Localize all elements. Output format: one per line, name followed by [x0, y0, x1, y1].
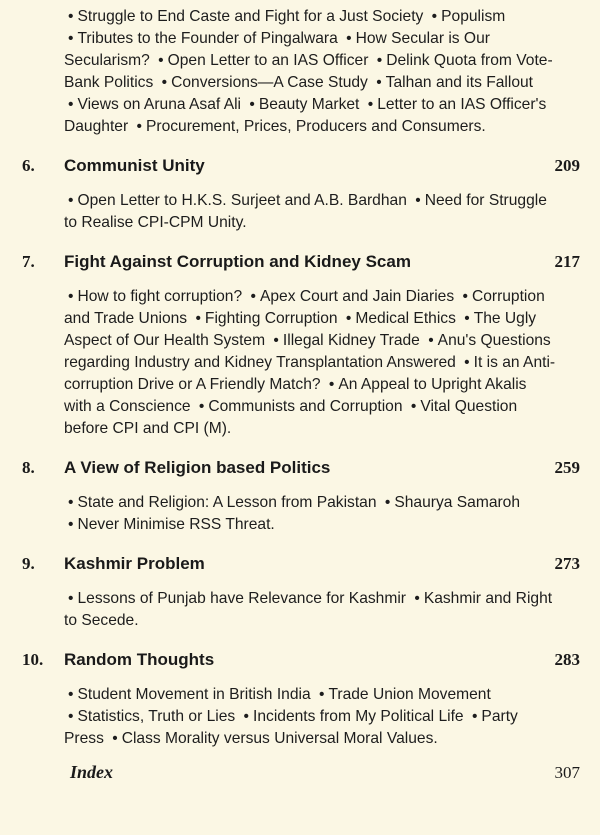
bullet-separator: • [346, 30, 352, 47]
bullet-separator: • [68, 30, 74, 47]
bullet-separator: • [198, 398, 205, 415]
chapter-6-description [64, 190, 580, 234]
section-item: Class Morality versus Universal Moral Values. [121, 730, 438, 747]
chapter-number: 10. [22, 650, 44, 669]
section-item: Need for Struggle to Realise CPI-CPM Unity. [64, 192, 547, 231]
chapter-title: Fight Against Corruption and Kidney Scam [64, 252, 411, 271]
bullet-separator: • [273, 332, 279, 349]
bullet-separator: • [384, 494, 391, 511]
chapter-9-heading [22, 554, 580, 578]
bullet-separator: • [464, 354, 470, 371]
section-item: Lessons of Punjab have Relevance for Kashmir [77, 590, 406, 607]
index-page-number: 307 [554, 763, 580, 782]
bullet-separator: • [68, 686, 74, 703]
section-item: Procurement, Prices, Producers and Consumers. [145, 118, 486, 135]
bullet-separator: • [376, 74, 382, 91]
bullet-separator: • [112, 730, 118, 747]
section-item: Beauty Market [258, 96, 360, 113]
bullet-separator: • [318, 686, 325, 703]
chapter-number: 7. [22, 252, 35, 271]
section-item: Illegal Kidney Trade [282, 332, 420, 349]
section-item: Talhan and its Fallout [385, 74, 534, 91]
bullet-separator: • [68, 192, 74, 209]
bullet-separator: • [68, 708, 74, 725]
section-item: Shaurya Samaroh [394, 494, 521, 511]
bullet-separator: • [428, 332, 434, 349]
chapter-page-number: 273 [554, 554, 580, 573]
section-item: Tributes to the Founder of Pingalwara [77, 30, 338, 47]
chapter-6-heading [22, 156, 580, 180]
section-item: Corruption and Trade Unions [64, 288, 545, 327]
bullet-separator: • [471, 708, 478, 725]
chapter-title: Kashmir Problem [64, 554, 205, 573]
bullet-separator: • [249, 96, 255, 113]
bullet-separator: • [464, 310, 470, 327]
chapter-7-heading [22, 252, 580, 276]
chapter-page-number: 217 [554, 252, 580, 271]
chapter-7-description [64, 286, 580, 440]
chapter-10-description [64, 684, 580, 750]
bullet-separator: • [410, 398, 417, 415]
section-item: Vital Question before CPI and CPI (M). [64, 398, 518, 437]
chapter-title: Communist Unity [64, 156, 205, 175]
chapter-page-number: 259 [554, 458, 580, 477]
section-item: How to fight corruption? [77, 288, 243, 305]
bullet-separator: • [431, 8, 438, 25]
index-label: Index [70, 762, 114, 782]
section-item: Student Movement in British India [77, 686, 311, 703]
chapter-number: 9. [22, 554, 35, 573]
chapter-title: Random Thoughts [64, 650, 215, 669]
section-item: Struggle to End Caste and Fight for a Just Society [77, 8, 424, 25]
section-item: Incidents from My Political Life [253, 708, 464, 725]
bullet-separator: • [328, 376, 335, 393]
section-item: Fighting Corruption [204, 310, 338, 327]
section-item: Communists and Corruption [208, 398, 403, 415]
chapter-page-number: 209 [554, 156, 580, 175]
bullet-separator: • [161, 74, 168, 91]
chapter-10-heading [22, 650, 580, 674]
bullet-separator: • [68, 288, 74, 305]
bullet-separator: • [250, 288, 256, 305]
section-item: Conversions—A Case Study [171, 74, 368, 91]
bullet-separator: • [415, 192, 421, 209]
section-item: Delink Quota from Vote-Bank Politics [64, 52, 553, 91]
section-item: Anu's Questions regarding Industry and Kidney Transplantation Answered [64, 332, 551, 371]
index-entry [22, 762, 580, 783]
chapter-page-number: 283 [554, 650, 580, 669]
chapter-8-heading [22, 458, 580, 482]
bullet-separator: • [376, 52, 383, 69]
section-item: Populism [441, 8, 506, 25]
section-item: The Ugly Aspect of Our Health System [64, 310, 537, 349]
section-item: An Appeal to Upright Akalis with a Conscience [64, 376, 527, 415]
bullet-separator: • [195, 310, 201, 327]
chapter-5-description [64, 6, 580, 138]
chapter-number: 8. [22, 458, 35, 477]
section-item: Open Letter to an IAS Officer [167, 52, 369, 69]
bullet-separator: • [414, 590, 420, 607]
bullet-separator: • [462, 288, 468, 305]
bullet-separator: • [68, 494, 74, 511]
bullet-separator: • [158, 52, 164, 69]
section-item: Open Letter to H.K.S. Surjeet and A.B. Bardhan [77, 192, 407, 209]
section-item: Kashmir and Right to Secede. [64, 590, 553, 629]
section-item: How Secular is Our Secularism? [64, 30, 490, 69]
chapter-8-description [64, 492, 580, 536]
chapter-9-description [64, 588, 580, 632]
section-item: Apex Court and Jain Diaries [259, 288, 455, 305]
bullet-separator: • [136, 118, 142, 135]
section-item: Letter to an IAS Officer's Daughter [64, 96, 547, 135]
section-item: State and Religion: A Lesson from Pakistan [77, 494, 377, 511]
bullet-separator: • [345, 310, 352, 327]
section-item: Views on Aruna Asaf Ali [77, 96, 242, 113]
section-item: Never Minimise RSS Threat. [77, 516, 275, 533]
chapter-number: 6. [22, 156, 35, 175]
section-item: It is an Anti-corruption Drive or A Friendly Match? [64, 354, 556, 393]
bullet-separator: • [68, 590, 74, 607]
section-item: Medical Ethics [355, 310, 456, 327]
bullet-separator: • [367, 96, 374, 113]
bullet-separator: • [68, 516, 74, 533]
bullet-separator: • [68, 8, 74, 25]
section-item: Statistics, Truth or Lies [77, 708, 236, 725]
section-item: Party Press [64, 708, 518, 747]
chapter-title: A View of Religion based Politics [64, 458, 331, 477]
bullet-separator: • [243, 708, 250, 725]
bullet-separator: • [68, 96, 74, 113]
section-item: Trade Union Movement [328, 686, 491, 703]
